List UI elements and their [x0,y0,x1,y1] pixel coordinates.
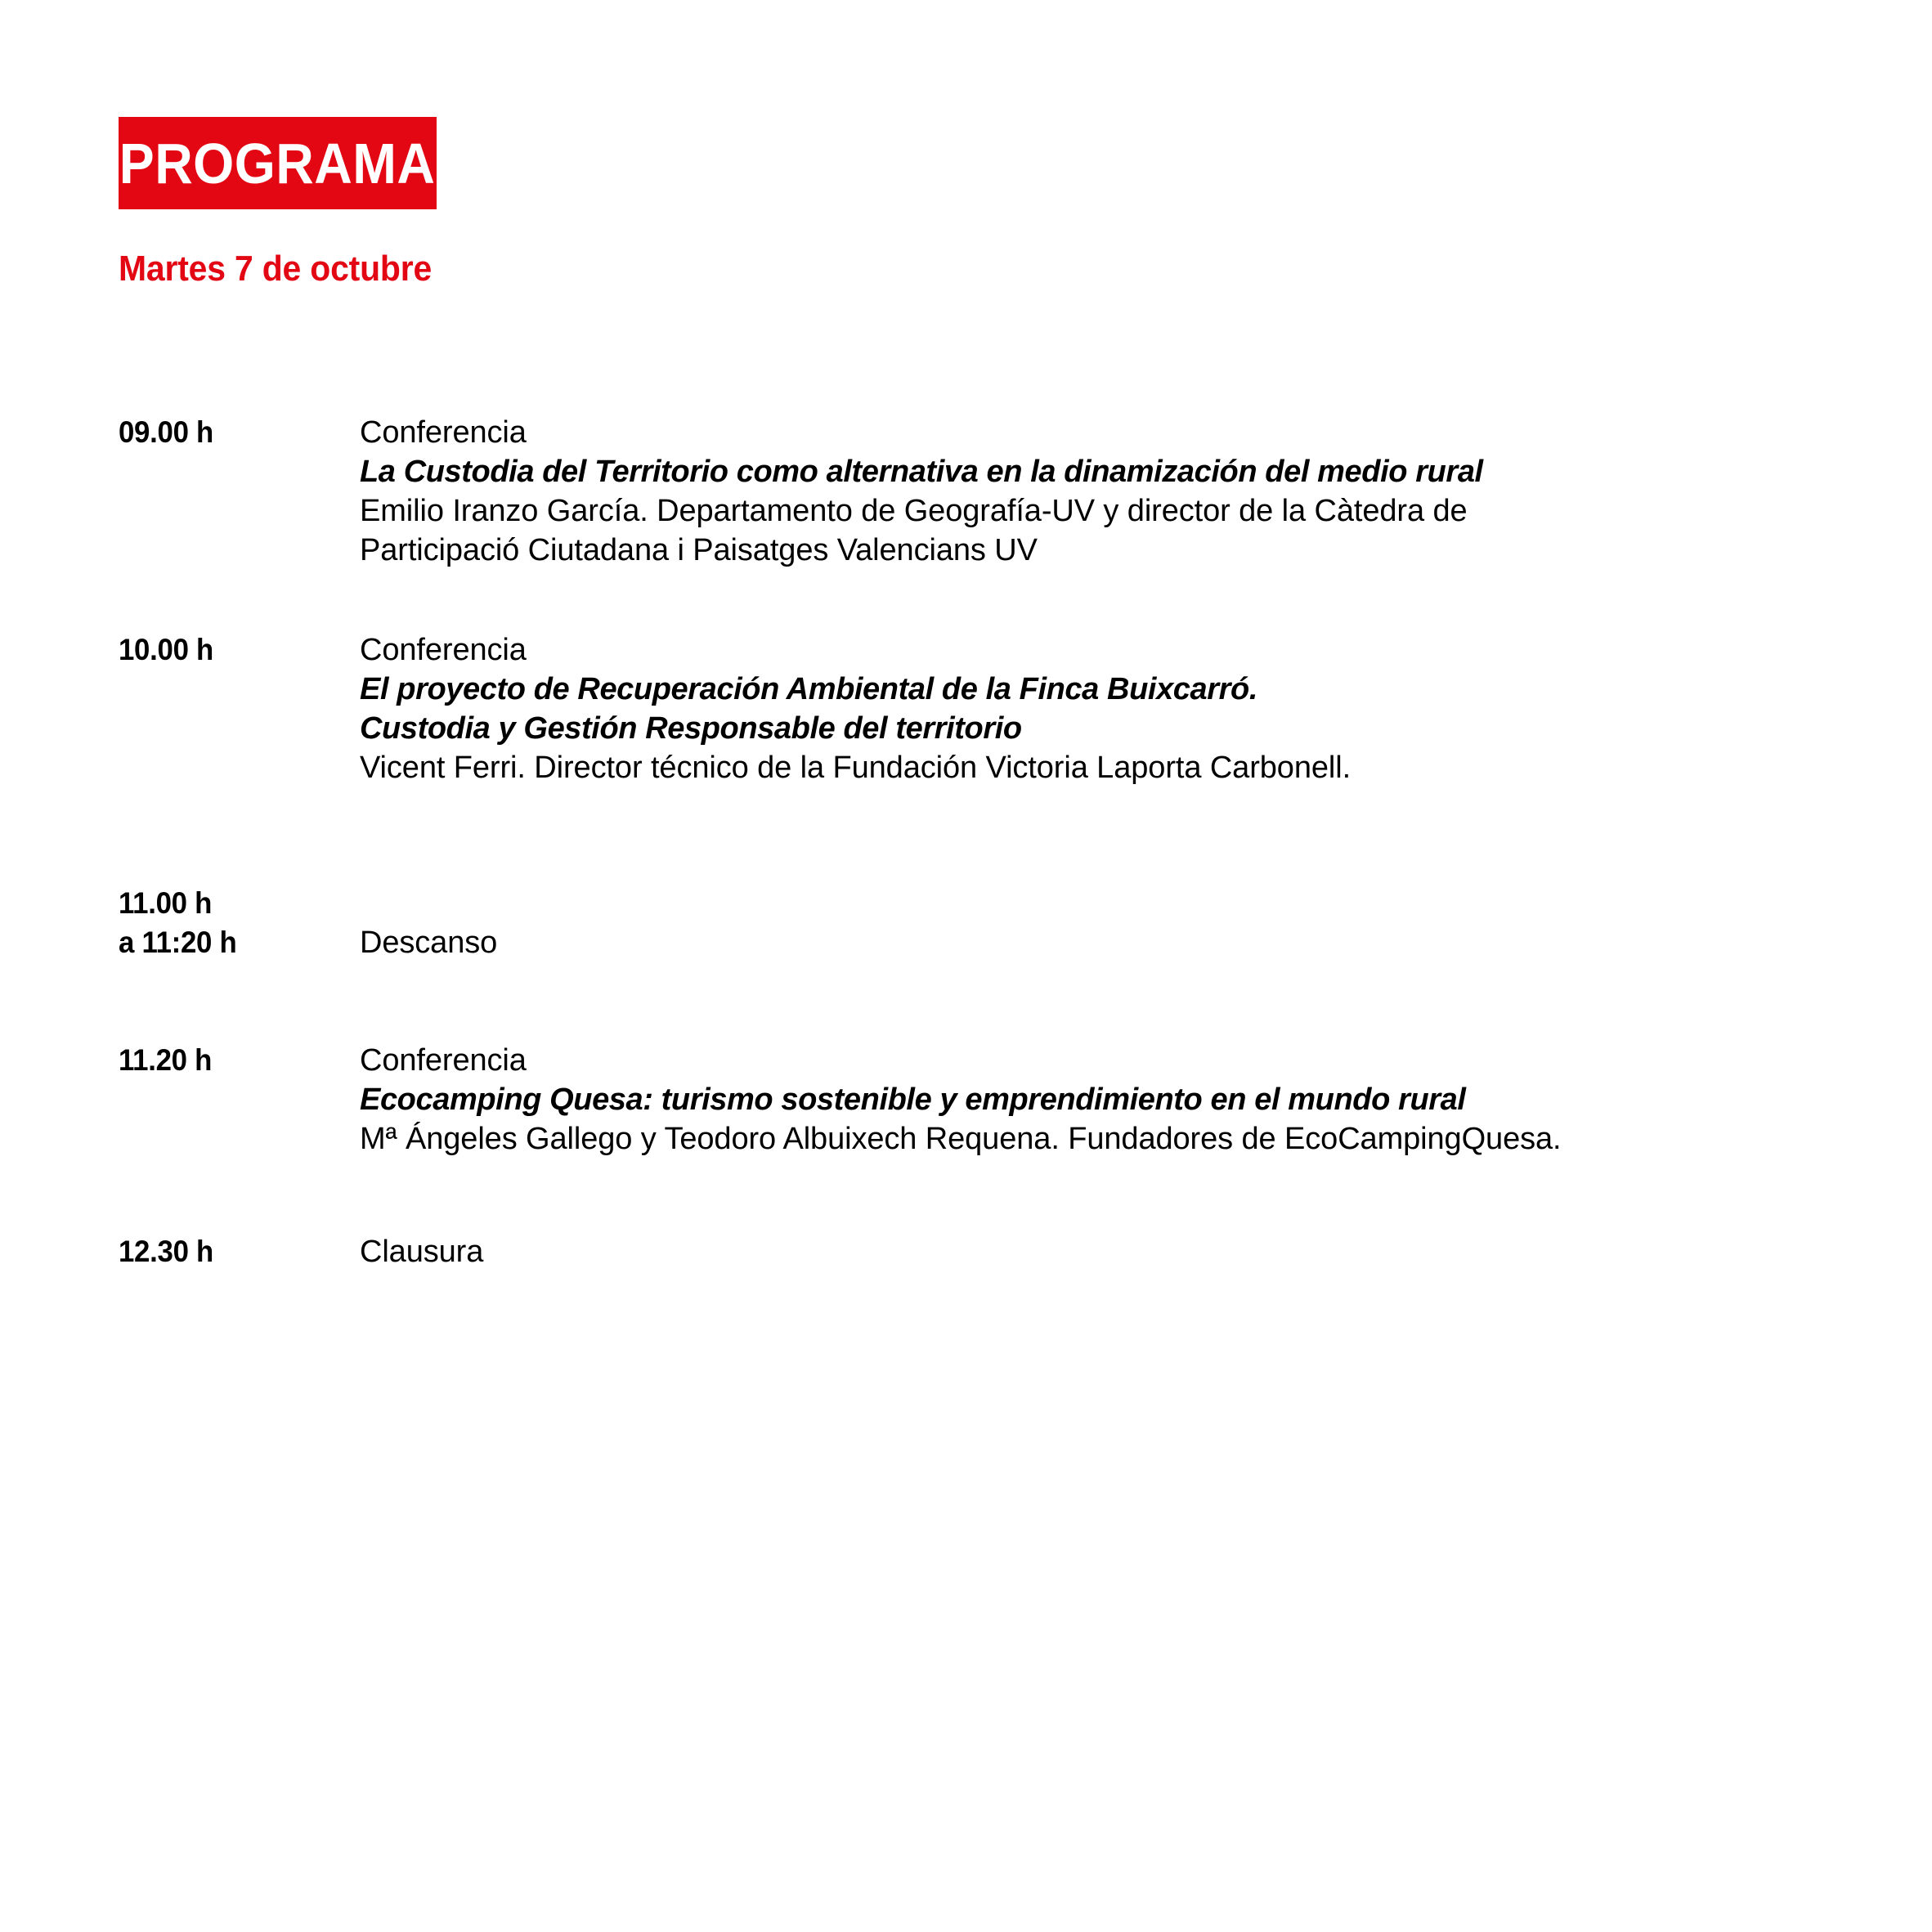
entry-title-line: La Custodia del Territorio como alternativa en la dinamización del medio rural [360,455,1483,489]
spacer [119,570,1803,630]
entry-time-line: 11.20 h [119,1043,213,1077]
entry-body [360,413,1803,570]
entry-time [119,1232,345,1271]
entry-speaker-line: Participació Ciutadana i Paisatges Valencians UV [360,533,1038,567]
day-heading: Martes 7 de octubre [119,249,433,289]
entry-time-line: 09.00 h [119,415,213,449]
entry-title-line: Custodia y Gestión Responsable del territorio [360,711,1022,746]
program-badge [119,117,437,209]
entry-kind: Conferencia [360,415,527,450]
entry-plain-text: Clausura [360,1235,484,1269]
entry-plain-text: Descanso [360,926,498,960]
schedule-entry [119,1232,1803,1271]
entry-body [360,630,1803,787]
entry-body [360,1232,1803,1271]
entry-time [119,1041,345,1080]
spacer [119,1159,1803,1232]
schedule-list [119,413,1803,1271]
entry-time-line: 10.00 h [119,633,213,666]
entry-body [360,884,1803,962]
entry-title-line: El proyecto de Recuperación Ambiental de la Finca Buixcarró. [360,672,1258,706]
entry-time-line: 12.30 h [119,1235,213,1268]
entry-title-line: Ecocamping Quesa: turismo sostenible y emprendimiento en el mundo rural [360,1083,1466,1117]
entry-speaker-line: Mª Ángeles Gallego y Teodoro Albuixech Requena. Fundadores de EcoCampingQuesa. [360,1122,1562,1156]
entry-time [119,413,345,452]
entry-time [119,884,345,962]
entry-kind: Conferencia [360,633,527,667]
schedule-entry [119,1041,1803,1159]
entry-speaker-line: Emilio Iranzo García. Departamento de Geografía-UV y director de la Càtedra de [360,494,1468,528]
spacer [119,787,1803,884]
program-badge-label: PROGRAMA [119,131,436,195]
entry-time-line: 11.00 h [119,886,213,920]
entry-time-line-secondary: a 11:20 h [119,926,237,959]
schedule-entry [119,884,1803,962]
entry-speaker-line: Vicent Ferri. Director técnico de la Fundación Victoria Laporta Carbonell. [360,751,1352,785]
entry-time [119,630,345,670]
schedule-entry [119,413,1803,570]
spacer [119,962,1803,1041]
entry-kind: Conferencia [360,1043,527,1078]
schedule-entry [119,630,1803,787]
entry-body [360,1041,1803,1159]
